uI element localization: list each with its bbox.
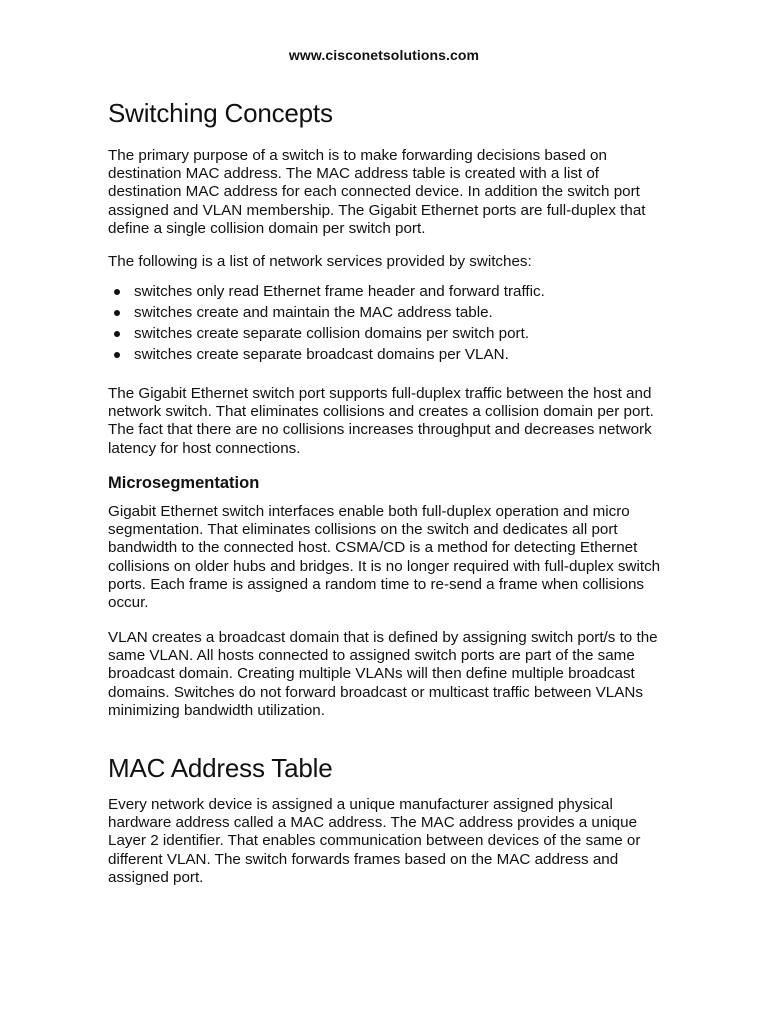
services-intro-paragraph: The following is a list of network services provided by switches: [108,253,532,270]
services-intro-block [108,253,668,271]
bullet-icon [114,352,120,358]
full-duplex-paragraph-block [108,385,668,458]
vlan-paragraph-block [108,629,668,720]
bullet-icon [114,310,120,316]
list-item-text: switches create separate broadcast domains per VLAN. [134,346,509,363]
bullet-icon [114,331,120,337]
list-item [108,344,668,365]
services-list-block [108,281,668,365]
bullet-icon [114,289,120,295]
section-title: Switching Concepts [108,98,333,128]
microsegmentation-paragraph: Gigabit Ethernet switch interfaces enable both full-duplex operation and micro segmentation. That eliminates collisions on the switch and dedicates all port bandwidth to the connected host. CSMA/CD is a method for detecting Ethernet collisions on older hubs and bridges. It is no longer required with full-duplex switch ports. Each frame is assigned a random time to re-send a frame when collisions occur. [108,503,661,612]
section-title: MAC Address Table [108,753,333,783]
list-item-text: switches create separate collision domains per switch port. [134,325,530,342]
list-item [108,323,668,344]
full-duplex-paragraph: The Gigabit Ethernet switch port supports full-duplex traffic between the host and network switch. That eliminates collisions and creates a collision domain per port. The fact that there are no collisions increases throughput and decreases network latency for host connections. [108,385,654,457]
intro-paragraph-block [108,147,668,238]
microsegmentation-heading: Microsegmentation [108,474,260,492]
intro-paragraph: The primary purpose of a switch is to make forwarding decisions based on destination MAC address. The MAC address table is created with a list of destination MAC address for each connected device. In addition the switch port assigned and VLAN membership. The Gigabit Ethernet ports are full-duplex that define a single collision domain per switch port. [108,147,646,237]
switching-concepts-section [108,98,668,128]
vlan-paragraph: VLAN creates a broadcast domain that is defined by assigning switch port/s to the same VLAN. All hosts connected to assigned switch ports are part of the same broadcast domain. Creating multiple VLANs will then define multiple broadcast domains. Switches do not forward broadcast or multicast traffic between VLANs minimizing bandwidth utilization. [108,629,658,719]
list-item [108,302,668,323]
mac-table-paragraph: Every network device is assigned a unique manufacturer assigned physical hardware address called a MAC address. The MAC address provides a unique Layer 2 identifier. That enables communication between devices of the same or different VLAN. The switch forwards frames based on the MAC address and assigned port. [108,796,641,886]
services-bullet-list [108,281,668,365]
list-item [108,281,668,302]
microsegmentation-paragraph-block [108,503,668,612]
list-item-text: switches create and maintain the MAC address table. [134,304,493,321]
mac-table-paragraph-block [108,796,668,887]
site-header-url: www.cisconetsolutions.com [288,47,480,63]
list-item-text: switches only read Ethernet frame header and forward traffic. [134,283,545,300]
microsegmentation-heading-block [108,473,668,493]
mac-table-title-block [108,753,668,783]
